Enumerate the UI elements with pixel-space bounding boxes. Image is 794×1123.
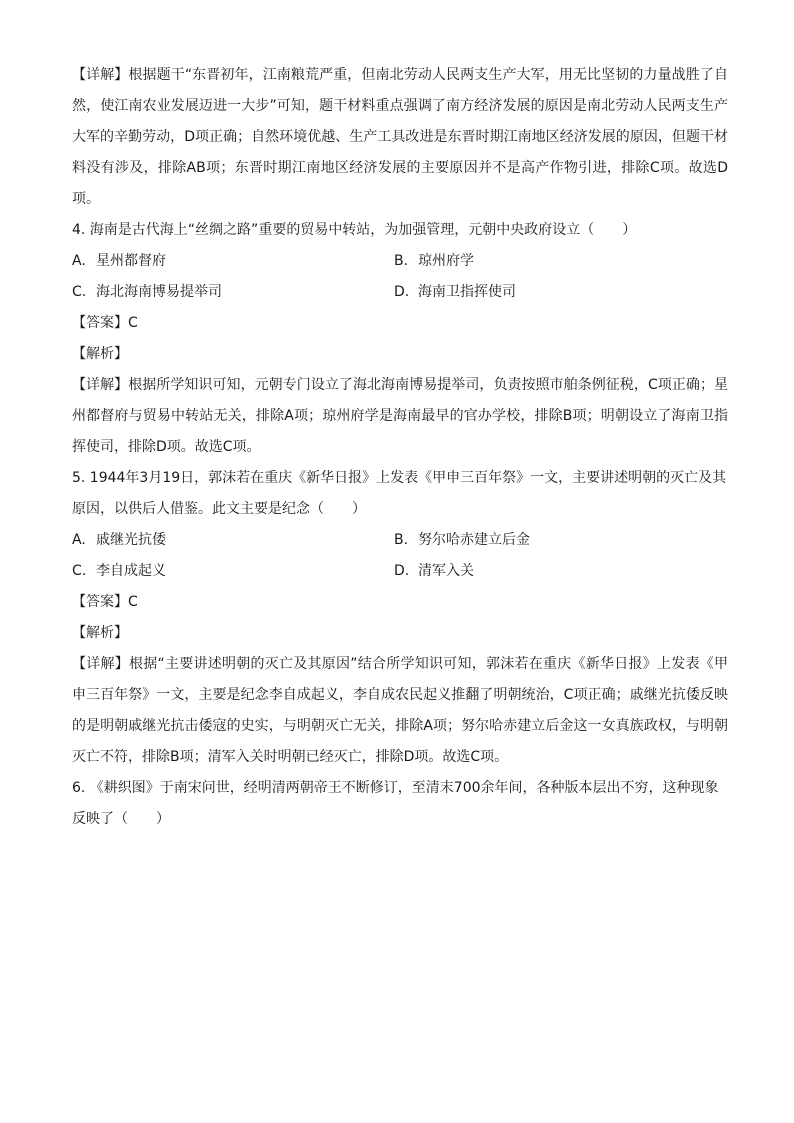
option-letter: C. — [72, 563, 87, 579]
option-letter: C. — [72, 284, 87, 300]
option-text: 海南卫指挥使司 — [418, 284, 516, 300]
option-text: 星州都督府 — [96, 253, 166, 269]
question-5-option-c — [72, 556, 394, 587]
question-5-options — [72, 525, 728, 587]
question-5-option-a — [72, 525, 394, 556]
option-letter: A. — [72, 253, 86, 269]
question-5-answer: 【答案】C — [72, 594, 138, 610]
question-4-detail: 【详解】根据所学知识可知，元朝专门设立了海北海南博易提举司，负责按照市舶条例征税，C项正确；星州都督府与贸易中转站无关，排除A项；琼州府学是海南最早的官办学校，排除B项；明朝设立了海南卫指挥使司，排除D项。故选C项。 — [72, 377, 728, 455]
option-text: 琼州府学 — [418, 253, 474, 269]
question-5-analysis-label: 【解析】 — [72, 625, 128, 641]
option-letter: B. — [394, 253, 409, 269]
question-4-option-c — [72, 277, 394, 308]
option-letter: D. — [394, 284, 410, 300]
option-letter: B. — [394, 532, 409, 548]
question-4-option-d — [394, 277, 716, 308]
question-5-option-b — [394, 525, 716, 556]
option-letter: D. — [394, 563, 410, 579]
option-letter: A. — [72, 532, 86, 548]
question-4-answer: 【答案】C — [72, 315, 138, 331]
question-5-detail: 【详解】根据“主要讲述明朝的灭亡及其原因”结合所学知识可知，郭沫若在重庆《新华日报》上发表《甲申三百年祭》一文，主要是纪念李自成起义，李自成农民起义推翻了明朝统治，C项正确；戚继光抗倭反映的是明朝戚继光抗击倭寇的史实，与明朝灭亡无关，排除A项；努尔哈赤建立后金这一女真族政权，与明朝灭亡不符，排除B项；清军入关时明朝已经灭亡，排除D项。故选C项。 — [72, 656, 728, 765]
detail-paragraph-q3: 【详解】根据题干“东晋初年，江南粮荒严重，但南北劳动人民两支生产大军，用无比坚韧的力量战胜了自然，使江南农业发展迈进一大步”可知，题干材料重点强调了南方经济发展的原因是南北劳动人民两支生产大军的辛勤劳动，D项正确；自然环境优越、生产工具改进是东晋时期江南地区经济发展的原因，但题干材料没有涉及，排除AB项；东晋时期江南地区经济发展的主要原因并不是高产作物引进，排除C项。故选D项。 — [72, 67, 728, 207]
question-4-option-a — [72, 246, 394, 277]
question-4-options — [72, 246, 728, 308]
option-text: 李自成起义 — [96, 563, 166, 579]
question-4-option-b — [394, 246, 716, 277]
question-5-stem: 5. 1944年3月19日，郭沫若在重庆《新华日报》上发表《甲申三百年祭》一文，主要讲述明朝的灭亡及其原因，以供后人借鉴。此文主要是纪念（ ） — [72, 470, 727, 517]
question-5-option-d — [394, 556, 716, 587]
option-text: 努尔哈赤建立后金 — [418, 532, 530, 548]
option-text: 清军入关 — [418, 563, 474, 579]
option-text: 海北海南博易提举司 — [96, 284, 222, 300]
document-page — [72, 60, 728, 835]
question-6-stem: 6. 《耕织图》于南宋问世，经明清两朝帝王不断修订，至清末700余年间，各种版本层出不穷，这种现象反映了（ ） — [72, 780, 719, 827]
question-4-stem: 4. 海南是古代海上“丝绸之路”重要的贸易中转站，为加强管理，元朝中央政府设立（ ） — [72, 222, 637, 238]
question-4-analysis-label: 【解析】 — [72, 346, 128, 362]
option-text: 戚继光抗倭 — [96, 532, 166, 548]
